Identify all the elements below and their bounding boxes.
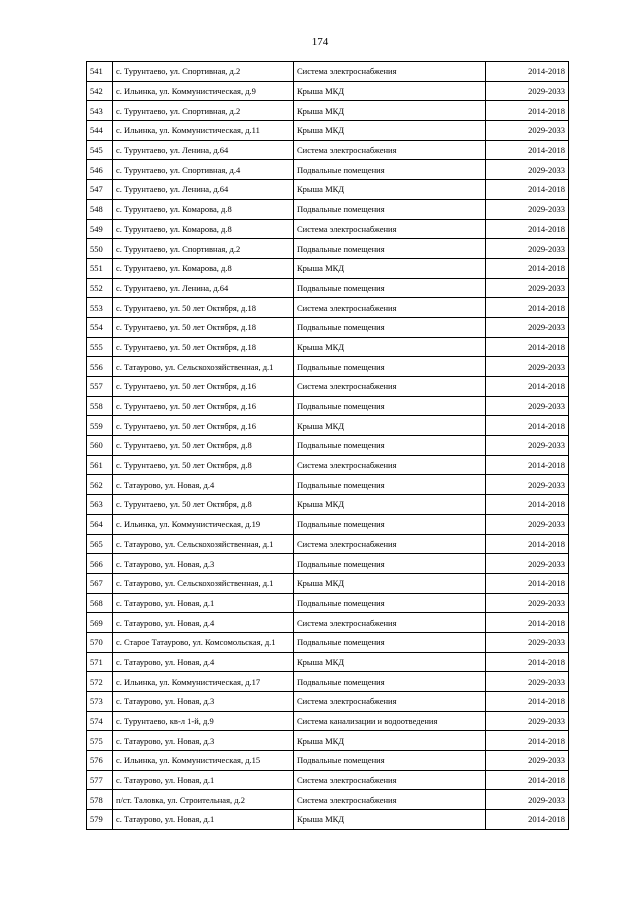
- system-cell: Подвальные помещения: [294, 751, 486, 771]
- system-cell: Подвальные помещения: [294, 554, 486, 574]
- row-number-cell: 561: [87, 455, 113, 475]
- address-cell: с. Турунтаево, ул. Ленина, д.64: [113, 180, 294, 200]
- table-row: [87, 298, 569, 318]
- system-cell: Подвальные помещения: [294, 436, 486, 456]
- system-cell: Крыша МКД: [294, 652, 486, 672]
- table-row: [87, 62, 569, 82]
- address-cell: с. Турунтаево, ул. Комарова, д.8: [113, 219, 294, 239]
- registry-table-body: [87, 62, 569, 830]
- period-cell: 2014-2018: [486, 416, 569, 436]
- row-number-cell: 570: [87, 632, 113, 652]
- period-cell: 2029-2033: [486, 121, 569, 141]
- period-cell: 2029-2033: [486, 160, 569, 180]
- row-number-cell: 550: [87, 239, 113, 259]
- table-row: [87, 495, 569, 515]
- system-cell: Подвальные помещения: [294, 514, 486, 534]
- table-row: [87, 554, 569, 574]
- system-cell: Система электроснабжения: [294, 219, 486, 239]
- period-cell: 2029-2033: [486, 239, 569, 259]
- row-number-cell: 574: [87, 711, 113, 731]
- address-cell: с. Старое Татаурово, ул. Комсомольская, д.1: [113, 632, 294, 652]
- table-row: [87, 632, 569, 652]
- period-cell: 2029-2033: [486, 357, 569, 377]
- period-cell: 2014-2018: [486, 495, 569, 515]
- address-cell: с. Татаурово, ул. Новая, д.3: [113, 692, 294, 712]
- system-cell: Система канализации и водоотведения: [294, 711, 486, 731]
- table-row: [87, 436, 569, 456]
- address-cell: с. Турунтаево, ул. 50 лет Октября, д.8: [113, 495, 294, 515]
- period-cell: 2014-2018: [486, 770, 569, 790]
- address-cell: п/ст. Таловка, ул. Строительная, д.2: [113, 790, 294, 810]
- address-cell: с. Турунтаево, ул. Комарова, д.8: [113, 258, 294, 278]
- period-cell: 2029-2033: [486, 593, 569, 613]
- row-number-cell: 545: [87, 140, 113, 160]
- system-cell: Крыша МКД: [294, 101, 486, 121]
- address-cell: с. Татаурово, ул. Новая, д.1: [113, 593, 294, 613]
- period-cell: 2014-2018: [486, 613, 569, 633]
- system-cell: Крыша МКД: [294, 731, 486, 751]
- table-row: [87, 672, 569, 692]
- address-cell: с. Турунтаево, ул. 50 лет Октября, д.18: [113, 337, 294, 357]
- period-cell: 2014-2018: [486, 140, 569, 160]
- address-cell: с. Турунтаево, ул. 50 лет Октября, д.16: [113, 396, 294, 416]
- row-number-cell: 562: [87, 475, 113, 495]
- period-cell: 2029-2033: [486, 396, 569, 416]
- address-cell: с. Турунтаево, ул. 50 лет Октября, д.8: [113, 455, 294, 475]
- system-cell: Подвальные помещения: [294, 672, 486, 692]
- table-row: [87, 711, 569, 731]
- row-number-cell: 565: [87, 534, 113, 554]
- system-cell: Крыша МКД: [294, 180, 486, 200]
- table-row: [87, 121, 569, 141]
- system-cell: Подвальные помещения: [294, 357, 486, 377]
- period-cell: 2029-2033: [486, 751, 569, 771]
- system-cell: Подвальные помещения: [294, 199, 486, 219]
- system-cell: Крыша МКД: [294, 337, 486, 357]
- table-row: [87, 377, 569, 397]
- table-row: [87, 573, 569, 593]
- table-row: [87, 534, 569, 554]
- row-number-cell: 546: [87, 160, 113, 180]
- period-cell: 2029-2033: [486, 711, 569, 731]
- system-cell: Крыша МКД: [294, 81, 486, 101]
- row-number-cell: 555: [87, 337, 113, 357]
- table-row: [87, 770, 569, 790]
- address-cell: с. Ильинка, ул. Коммунистическая, д.9: [113, 81, 294, 101]
- table-row: [87, 416, 569, 436]
- system-cell: Система электроснабжения: [294, 534, 486, 554]
- period-cell: 2029-2033: [486, 790, 569, 810]
- system-cell: Система электроснабжения: [294, 770, 486, 790]
- address-cell: с. Турунтаево, ул. 50 лет Октября, д.18: [113, 298, 294, 318]
- row-number-cell: 548: [87, 199, 113, 219]
- system-cell: Система электроснабжения: [294, 692, 486, 712]
- row-number-cell: 560: [87, 436, 113, 456]
- address-cell: с. Турунтаево, ул. 50 лет Октября, д.18: [113, 317, 294, 337]
- period-cell: 2014-2018: [486, 219, 569, 239]
- address-cell: с. Татаурово, ул. Новая, д.3: [113, 554, 294, 574]
- row-number-cell: 576: [87, 751, 113, 771]
- period-cell: 2014-2018: [486, 180, 569, 200]
- table-row: [87, 81, 569, 101]
- system-cell: Крыша МКД: [294, 121, 486, 141]
- system-cell: Подвальные помещения: [294, 160, 486, 180]
- address-cell: с. Ильинка, ул. Коммунистическая, д.17: [113, 672, 294, 692]
- address-cell: с. Турунтаево, ул. Спортивная, д.2: [113, 62, 294, 82]
- row-number-cell: 578: [87, 790, 113, 810]
- address-cell: с. Татаурово, ул. Новая, д.1: [113, 770, 294, 790]
- row-number-cell: 566: [87, 554, 113, 574]
- address-cell: с. Турунтаево, ул. 50 лет Октября, д.16: [113, 377, 294, 397]
- row-number-cell: 563: [87, 495, 113, 515]
- system-cell: Система электроснабжения: [294, 62, 486, 82]
- period-cell: 2014-2018: [486, 692, 569, 712]
- table-row: [87, 475, 569, 495]
- address-cell: с. Турунтаево, ул. Ленина, д.64: [113, 278, 294, 298]
- address-cell: с. Турунтаево, ул. Спортивная, д.2: [113, 239, 294, 259]
- row-number-cell: 573: [87, 692, 113, 712]
- system-cell: Крыша МКД: [294, 495, 486, 515]
- row-number-cell: 557: [87, 377, 113, 397]
- system-cell: Система электроснабжения: [294, 377, 486, 397]
- system-cell: Подвальные помещения: [294, 396, 486, 416]
- period-cell: 2029-2033: [486, 278, 569, 298]
- system-cell: Система электроснабжения: [294, 140, 486, 160]
- table-row: [87, 180, 569, 200]
- row-number-cell: 567: [87, 573, 113, 593]
- address-cell: с. Татаурово, ул. Сельскохозяйственная, д.1: [113, 534, 294, 554]
- address-cell: с. Татаурово, ул. Сельскохозяйственная, д.1: [113, 357, 294, 377]
- system-cell: Подвальные помещения: [294, 632, 486, 652]
- row-number-cell: 549: [87, 219, 113, 239]
- address-cell: с. Ильинка, ул. Коммунистическая, д.15: [113, 751, 294, 771]
- address-cell: с. Турунтаево, ул. Спортивная, д.2: [113, 101, 294, 121]
- table-row: [87, 160, 569, 180]
- address-cell: с. Татаурово, ул. Новая, д.4: [113, 613, 294, 633]
- address-cell: с. Ильинка, ул. Коммунистическая, д.19: [113, 514, 294, 534]
- row-number-cell: 579: [87, 810, 113, 830]
- period-cell: 2014-2018: [486, 298, 569, 318]
- system-cell: Крыша МКД: [294, 258, 486, 278]
- address-cell: с. Татаурово, ул. Новая, д.1: [113, 810, 294, 830]
- table-row: [87, 514, 569, 534]
- system-cell: Подвальные помещения: [294, 593, 486, 613]
- period-cell: 2014-2018: [486, 337, 569, 357]
- system-cell: Подвальные помещения: [294, 317, 486, 337]
- system-cell: Система электроснабжения: [294, 298, 486, 318]
- period-cell: 2029-2033: [486, 632, 569, 652]
- row-number-cell: 572: [87, 672, 113, 692]
- table-row: [87, 140, 569, 160]
- address-cell: с. Турунтаево, ул. Комарова, д.8: [113, 199, 294, 219]
- table-row: [87, 101, 569, 121]
- table-row: [87, 278, 569, 298]
- row-number-cell: 553: [87, 298, 113, 318]
- system-cell: Крыша МКД: [294, 416, 486, 436]
- period-cell: 2014-2018: [486, 810, 569, 830]
- period-cell: 2014-2018: [486, 652, 569, 672]
- row-number-cell: 564: [87, 514, 113, 534]
- address-cell: с. Турунтаево, ул. Спортивная, д.4: [113, 160, 294, 180]
- period-cell: 2014-2018: [486, 377, 569, 397]
- address-cell: с. Татаурово, ул. Сельскохозяйственная, д.1: [113, 573, 294, 593]
- row-number-cell: 554: [87, 317, 113, 337]
- period-cell: 2014-2018: [486, 573, 569, 593]
- table-row: [87, 790, 569, 810]
- row-number-cell: 544: [87, 121, 113, 141]
- address-cell: с. Турунтаево, ул. 50 лет Октября, д.8: [113, 436, 294, 456]
- system-cell: Крыша МКД: [294, 810, 486, 830]
- row-number-cell: 559: [87, 416, 113, 436]
- row-number-cell: 571: [87, 652, 113, 672]
- system-cell: Подвальные помещения: [294, 475, 486, 495]
- row-number-cell: 541: [87, 62, 113, 82]
- system-cell: Система электроснабжения: [294, 613, 486, 633]
- period-cell: 2014-2018: [486, 62, 569, 82]
- row-number-cell: 551: [87, 258, 113, 278]
- table-row: [87, 810, 569, 830]
- table-row: [87, 593, 569, 613]
- period-cell: 2029-2033: [486, 554, 569, 574]
- period-cell: 2014-2018: [486, 455, 569, 475]
- row-number-cell: 575: [87, 731, 113, 751]
- table-row: [87, 692, 569, 712]
- period-cell: 2014-2018: [486, 731, 569, 751]
- address-cell: с. Татаурово, ул. Новая, д.4: [113, 475, 294, 495]
- period-cell: 2029-2033: [486, 514, 569, 534]
- table-row: [87, 239, 569, 259]
- system-cell: Система электроснабжения: [294, 455, 486, 475]
- period-cell: 2029-2033: [486, 475, 569, 495]
- system-cell: Подвальные помещения: [294, 278, 486, 298]
- table-row: [87, 731, 569, 751]
- address-cell: с. Татаурово, ул. Новая, д.4: [113, 652, 294, 672]
- row-number-cell: 556: [87, 357, 113, 377]
- address-cell: с. Татаурово, ул. Новая, д.3: [113, 731, 294, 751]
- row-number-cell: 558: [87, 396, 113, 416]
- address-cell: с. Турунтаево, кв-л 1-й, д.9: [113, 711, 294, 731]
- period-cell: 2014-2018: [486, 258, 569, 278]
- row-number-cell: 569: [87, 613, 113, 633]
- period-cell: 2029-2033: [486, 317, 569, 337]
- table-row: [87, 337, 569, 357]
- row-number-cell: 552: [87, 278, 113, 298]
- table-row: [87, 652, 569, 672]
- table-row: [87, 357, 569, 377]
- row-number-cell: 577: [87, 770, 113, 790]
- period-cell: 2029-2033: [486, 199, 569, 219]
- period-cell: 2029-2033: [486, 436, 569, 456]
- row-number-cell: 568: [87, 593, 113, 613]
- system-cell: Подвальные помещения: [294, 239, 486, 259]
- period-cell: 2029-2033: [486, 81, 569, 101]
- address-cell: с. Турунтаево, ул. Ленина, д.64: [113, 140, 294, 160]
- table-row: [87, 396, 569, 416]
- address-cell: с. Ильинка, ул. Коммунистическая, д.11: [113, 121, 294, 141]
- period-cell: 2014-2018: [486, 534, 569, 554]
- system-cell: Крыша МКД: [294, 573, 486, 593]
- row-number-cell: 543: [87, 101, 113, 121]
- period-cell: 2014-2018: [486, 101, 569, 121]
- address-cell: с. Турунтаево, ул. 50 лет Октября, д.16: [113, 416, 294, 436]
- table-row: [87, 219, 569, 239]
- system-cell: Система электроснабжения: [294, 790, 486, 810]
- table-row: [87, 317, 569, 337]
- table-row: [87, 258, 569, 278]
- table-row: [87, 199, 569, 219]
- table-row: [87, 613, 569, 633]
- registry-table: [86, 61, 569, 830]
- page-number: 174: [311, 36, 329, 48]
- row-number-cell: 547: [87, 180, 113, 200]
- row-number-cell: 542: [87, 81, 113, 101]
- table-row: [87, 455, 569, 475]
- period-cell: 2029-2033: [486, 672, 569, 692]
- table-row: [87, 751, 569, 771]
